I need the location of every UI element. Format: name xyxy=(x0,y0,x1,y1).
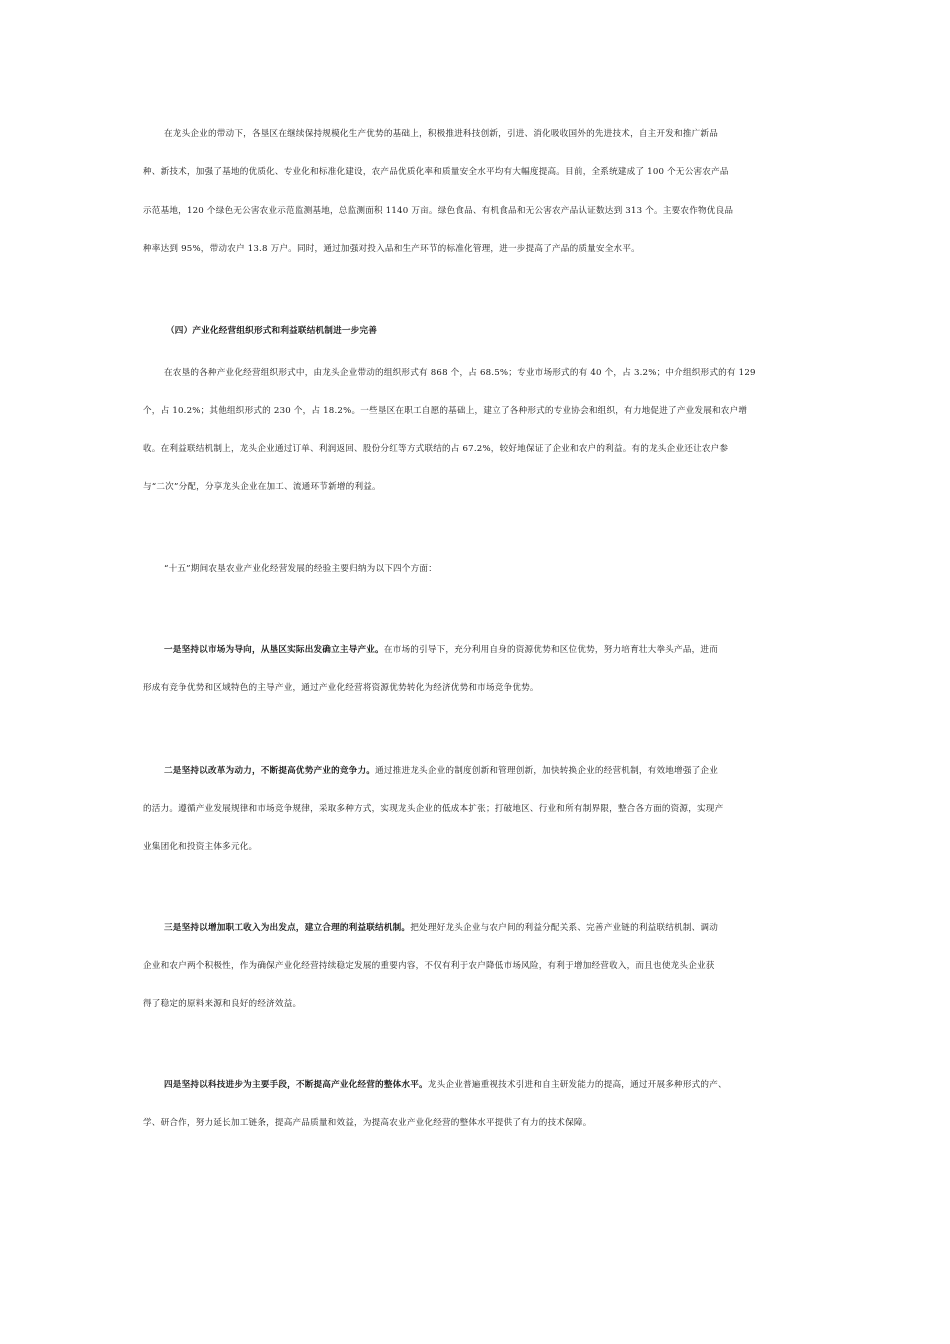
text-line: 在龙头企业的带动下，各垦区在继续保持规模化生产优势的基础上，积极推进科技创新，引进、消化吸收国外的先进技术，自主开发和推广新品 xyxy=(164,129,719,139)
text-line: 学、研合作，努力延长加工链条，提高产品质量和效益，为提高农业产业化经营的整体水平提供了有力的技术保障。 xyxy=(143,1118,592,1128)
point-lead: 四是坚持以科技进步为主要手段，不断提高产业化经营的整体水平。 xyxy=(164,1080,428,1090)
text-line: 收。在利益联结机制上，龙头企业通过订单、利润返回、股份分红等方式联结的占 67.2%，较好地保证了企业和农户的利益。有的龙头企业还让农户参 xyxy=(143,444,729,454)
section-heading: （四）产业化经营组织形式和利益联结机制进一步完善 xyxy=(166,326,378,336)
point-lead: 二是坚持以改革为动力，不断提高优势产业的竞争力。 xyxy=(164,766,376,776)
text-line: 示范基地，120 个绿色无公害农业示范监测基地，总监测面积 1140 万亩。绿色食品、有机食品和无公害农产品认证数达到 313 个。主要农作物优良品 xyxy=(143,206,734,216)
text-line: 企业和农户两个积极性，作为确保产业化经营持续稳定发展的重要内容，不仅有利于农户降低市场风险，有利于增加经营收入，而且也使龙头企业获 xyxy=(143,961,715,971)
text-line: 与“二次”分配，分享龙头企业在加工、流通环节新增的利益。 xyxy=(143,482,381,492)
point-lead: 三是坚持以增加职工收入为出发点，建立合理的利益联结机制。 xyxy=(164,923,411,933)
text-line: 种、新技术，加强了基地的优质化、专业化和标准化建设，农产品优质化率和质量安全水平均有大幅度提高。目前，全系统建成了 100 个无公害农产品 xyxy=(143,167,729,177)
point-text: 龙头企业普遍重视技术引进和自主研发能力的提高，通过开展多种形式的产、 xyxy=(427,1080,727,1090)
text-line: 个，占 10.2%；其他组织形式的 230 个，占 18.2%。一些垦区在职工自愿的基础上，建立了各种形式的专业协会和组织，有力地促进了产业发展和农户增 xyxy=(143,406,748,416)
point-first-line xyxy=(164,643,718,657)
text-line: 种率达到 95%，带动农户 13.8 万户。同时，通过加强对投入品和生产环节的标准化管理，进一步提高了产品的质量安全水平。 xyxy=(143,244,640,254)
point-first-line xyxy=(164,764,718,778)
text-line: 的活力。遵循产业发展规律和市场竞争规律，采取多种方式，实现龙头企业的低成本扩张；打破地区、行业和所有制界限，整合各方面的资源，实现产 xyxy=(143,804,724,814)
text-line: 形成有竞争优势和区域特色的主导产业，通过产业化经营将资源优势转化为经济优势和市场竞争优势。 xyxy=(143,683,539,693)
text-line: 业集团化和投资主体多元化。 xyxy=(143,842,258,852)
text-line: “十五”期间农垦农业产业化经营发展的经验主要归纳为以下四个方面： xyxy=(164,564,438,574)
text-line: 得了稳定的原料来源和良好的经济效益。 xyxy=(143,999,302,1009)
point-text: 通过推进龙头企业的制度创新和管理创新，加快转换企业的经营机制，有效地增强了企业 xyxy=(375,766,719,776)
point-first-line xyxy=(164,1078,727,1092)
point-first-line xyxy=(164,921,718,935)
point-lead: 一是坚持以市场为导向，从垦区实际出发确立主导产业。 xyxy=(164,645,384,655)
text-line: 在农垦的各种产业化经营组织形式中，由龙头企业带动的组织形式有 868 个，占 68.5%；专业市场形式的有 40 个，占 3.2%；中介组织形式的有 129 xyxy=(164,368,756,378)
point-text: 把处理好龙头企业与农户间的利益分配关系、完善产业链的利益联结机制、调动 xyxy=(410,923,719,933)
point-text: 在市场的引导下，充分利用自身的资源优势和区位优势，努力培育壮大拳头产品，进而 xyxy=(383,645,719,655)
